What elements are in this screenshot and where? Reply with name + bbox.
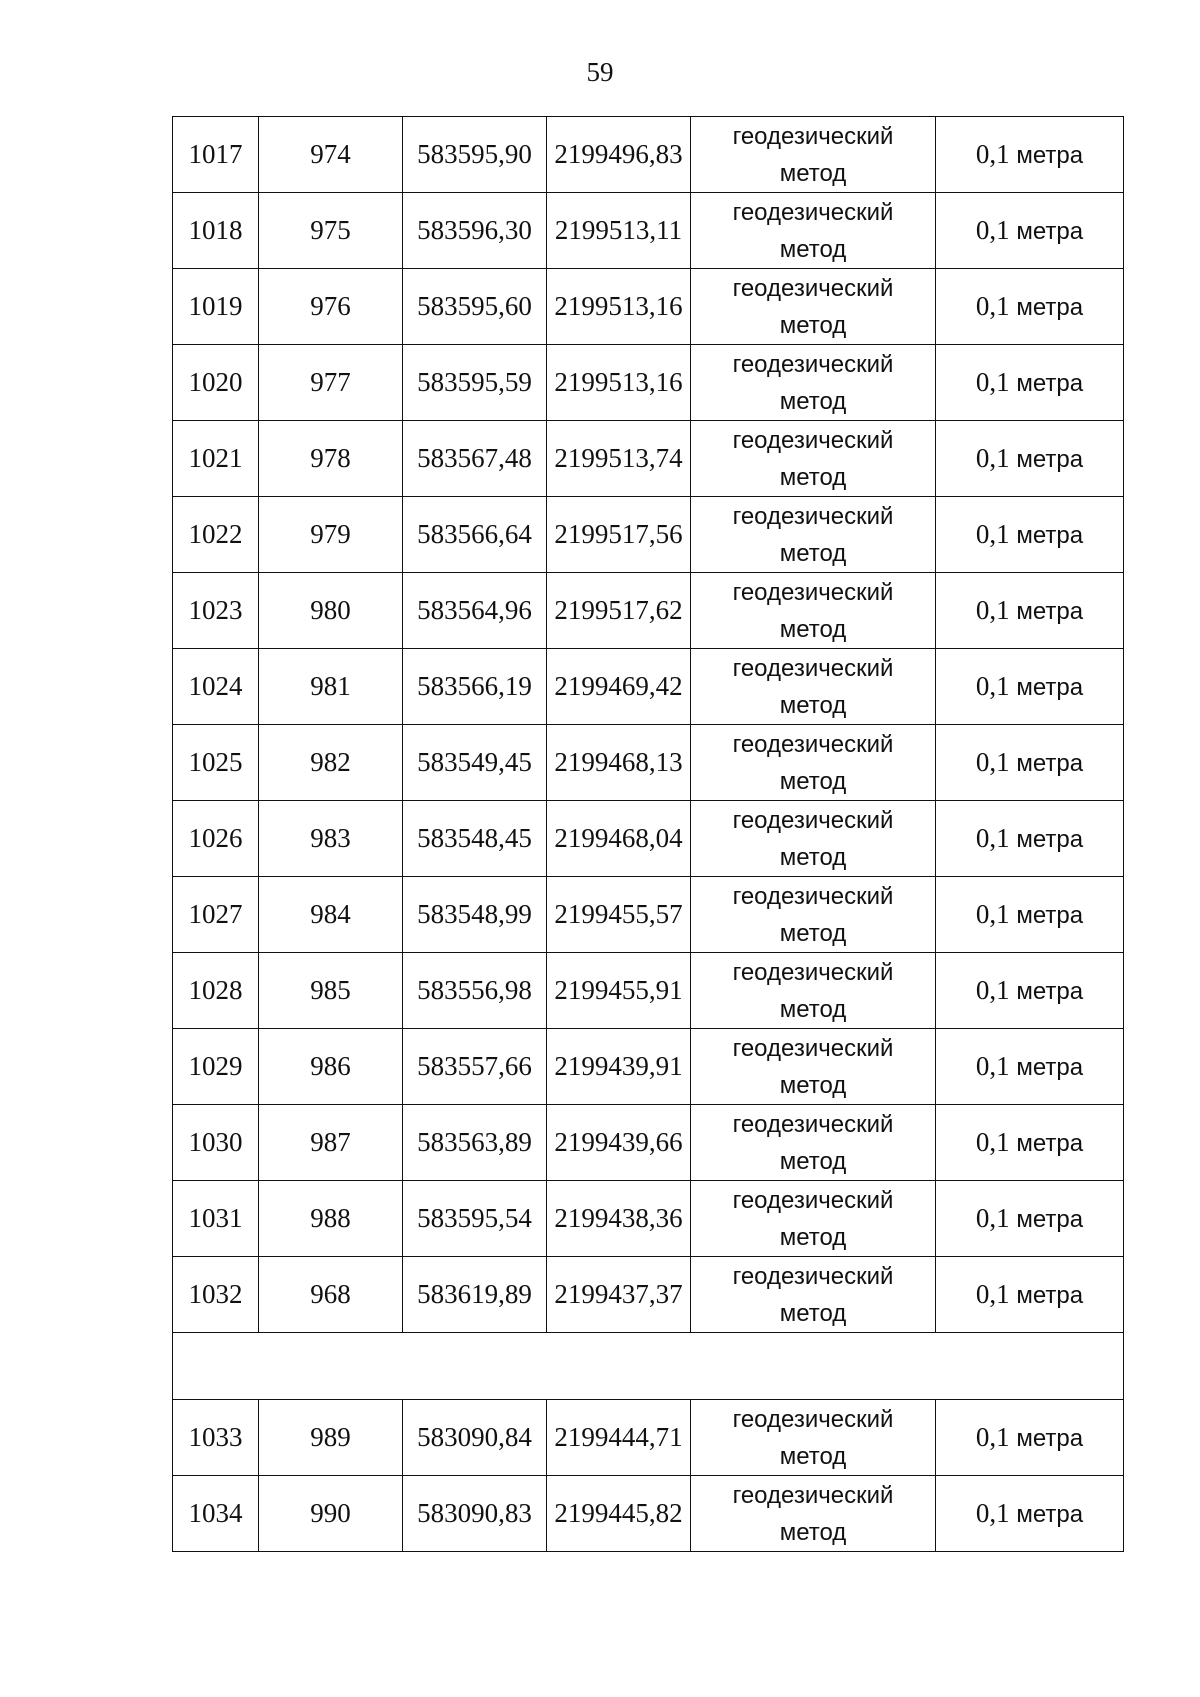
y-coordinate-cell: 2199513,16 — [547, 345, 691, 421]
table-row — [173, 649, 1124, 725]
table-body-part-1 — [173, 117, 1124, 1333]
method-line-1: геодезический — [732, 274, 894, 302]
precision-unit: метра — [1016, 293, 1084, 321]
method-line-2: метод — [779, 1223, 847, 1251]
y-coordinate-cell: 2199517,56 — [547, 497, 691, 573]
row-number-cell: 1034 — [173, 1476, 259, 1552]
method-line-1: геодезический — [732, 122, 894, 150]
point-number-cell: 974 — [259, 117, 403, 193]
precision-cell — [936, 877, 1124, 953]
row-number-cell: 1024 — [173, 649, 259, 725]
y-coordinate-cell: 2199445,82 — [547, 1476, 691, 1552]
method-line-1: геодезический — [732, 426, 894, 454]
x-coordinate-cell: 583595,54 — [403, 1181, 547, 1257]
x-coordinate-cell: 583619,89 — [403, 1257, 547, 1333]
method-line-2: метод — [779, 387, 847, 415]
table-row — [173, 1400, 1124, 1476]
precision-value: 0,1 — [975, 1421, 1010, 1452]
method-cell — [691, 953, 936, 1029]
point-number-cell: 977 — [259, 345, 403, 421]
precision-unit: метра — [1016, 901, 1084, 929]
precision-cell — [936, 649, 1124, 725]
empty-cell — [173, 1333, 1124, 1400]
precision-unit: метра — [1016, 1205, 1084, 1233]
method-line-2: метод — [779, 691, 847, 719]
precision-cell — [936, 193, 1124, 269]
table-row — [173, 193, 1124, 269]
method-cell — [691, 1105, 936, 1181]
table-row — [173, 421, 1124, 497]
precision-value: 0,1 — [975, 1497, 1010, 1528]
point-number-cell: 983 — [259, 801, 403, 877]
x-coordinate-cell: 583090,84 — [403, 1400, 547, 1476]
method-line-1: геодезический — [732, 730, 894, 758]
method-line-1: геодезический — [732, 1110, 894, 1138]
method-line-1: геодезический — [732, 350, 894, 378]
precision-unit: метра — [1016, 369, 1084, 397]
method-line-2: метод — [779, 995, 847, 1023]
y-coordinate-cell: 2199496,83 — [547, 117, 691, 193]
method-line-2: метод — [779, 1518, 847, 1546]
precision-unit: метра — [1016, 521, 1084, 549]
table-row — [173, 725, 1124, 801]
method-line-2: метод — [779, 1147, 847, 1175]
x-coordinate-cell: 583596,30 — [403, 193, 547, 269]
precision-unit: метра — [1016, 217, 1084, 245]
precision-value: 0,1 — [975, 442, 1010, 473]
row-number-cell: 1033 — [173, 1400, 259, 1476]
method-line-2: метод — [779, 235, 847, 263]
x-coordinate-cell: 583563,89 — [403, 1105, 547, 1181]
y-coordinate-cell: 2199444,71 — [547, 1400, 691, 1476]
method-line-1: геодезический — [732, 578, 894, 606]
y-coordinate-cell: 2199439,66 — [547, 1105, 691, 1181]
precision-value: 0,1 — [975, 1278, 1010, 1309]
method-line-2: метод — [779, 311, 847, 339]
page-number: 59 — [586, 57, 614, 87]
y-coordinate-cell: 2199468,04 — [547, 801, 691, 877]
row-number-cell: 1019 — [173, 269, 259, 345]
row-number-cell: 1026 — [173, 801, 259, 877]
precision-unit: метра — [1016, 1424, 1084, 1452]
row-number-cell: 1021 — [173, 421, 259, 497]
precision-cell — [936, 1257, 1124, 1333]
y-coordinate-cell: 2199513,74 — [547, 421, 691, 497]
precision-value: 0,1 — [975, 670, 1010, 701]
x-coordinate-cell: 583595,90 — [403, 117, 547, 193]
method-line-1: геодезический — [732, 1405, 894, 1433]
precision-cell — [936, 1105, 1124, 1181]
precision-cell — [936, 269, 1124, 345]
precision-cell — [936, 345, 1124, 421]
precision-cell — [936, 497, 1124, 573]
y-coordinate-cell: 2199438,36 — [547, 1181, 691, 1257]
x-coordinate-cell: 583567,48 — [403, 421, 547, 497]
method-line-2: метод — [779, 919, 847, 947]
row-number-cell: 1020 — [173, 345, 259, 421]
point-number-cell: 975 — [259, 193, 403, 269]
precision-value: 0,1 — [975, 594, 1010, 625]
table-row — [173, 1029, 1124, 1105]
method-cell — [691, 1257, 936, 1333]
method-line-2: метод — [779, 1299, 847, 1327]
table-row — [173, 497, 1124, 573]
table-row — [173, 1181, 1124, 1257]
table-row — [173, 573, 1124, 649]
precision-cell — [936, 573, 1124, 649]
precision-cell — [936, 1181, 1124, 1257]
method-cell — [691, 117, 936, 193]
table-row — [173, 953, 1124, 1029]
row-number-cell: 1025 — [173, 725, 259, 801]
x-coordinate-cell: 583566,19 — [403, 649, 547, 725]
table-row — [173, 801, 1124, 877]
method-cell — [691, 269, 936, 345]
method-line-2: метод — [779, 463, 847, 491]
method-line-2: метод — [779, 843, 847, 871]
precision-value: 0,1 — [975, 214, 1010, 245]
point-number-cell: 990 — [259, 1476, 403, 1552]
method-line-1: геодезический — [732, 1481, 894, 1509]
x-coordinate-cell: 583557,66 — [403, 1029, 547, 1105]
precision-cell — [936, 801, 1124, 877]
method-cell — [691, 1476, 936, 1552]
row-number-cell: 1023 — [173, 573, 259, 649]
precision-unit: метра — [1016, 1053, 1084, 1081]
precision-value: 0,1 — [975, 1202, 1010, 1233]
x-coordinate-cell: 583548,99 — [403, 877, 547, 953]
precision-cell — [936, 117, 1124, 193]
y-coordinate-cell: 2199517,62 — [547, 573, 691, 649]
method-cell — [691, 345, 936, 421]
row-number-cell: 1022 — [173, 497, 259, 573]
method-cell — [691, 725, 936, 801]
precision-unit: метра — [1016, 445, 1084, 473]
row-number-cell: 1032 — [173, 1257, 259, 1333]
method-line-1: геодезический — [732, 654, 894, 682]
row-number-cell: 1017 — [173, 117, 259, 193]
method-cell — [691, 1400, 936, 1476]
precision-value: 0,1 — [975, 366, 1010, 397]
y-coordinate-cell: 2199455,91 — [547, 953, 691, 1029]
point-number-cell: 981 — [259, 649, 403, 725]
x-coordinate-cell: 583090,83 — [403, 1476, 547, 1552]
table-row — [173, 345, 1124, 421]
method-line-1: геодезический — [732, 958, 894, 986]
precision-unit: метра — [1016, 749, 1084, 777]
y-coordinate-cell: 2199513,16 — [547, 269, 691, 345]
method-line-2: метод — [779, 615, 847, 643]
row-number-cell: 1029 — [173, 1029, 259, 1105]
method-line-1: геодезический — [732, 198, 894, 226]
method-line-1: геодезический — [732, 502, 894, 530]
table-row — [173, 877, 1124, 953]
point-number-cell: 978 — [259, 421, 403, 497]
point-number-cell: 968 — [259, 1257, 403, 1333]
precision-value: 0,1 — [975, 518, 1010, 549]
table-row — [173, 269, 1124, 345]
precision-value: 0,1 — [975, 1126, 1010, 1157]
x-coordinate-cell: 583595,59 — [403, 345, 547, 421]
method-cell — [691, 1181, 936, 1257]
point-number-cell: 988 — [259, 1181, 403, 1257]
method-cell — [691, 877, 936, 953]
table-row — [173, 1257, 1124, 1333]
precision-cell — [936, 1400, 1124, 1476]
y-coordinate-cell: 2199468,13 — [547, 725, 691, 801]
method-line-1: геодезический — [732, 1034, 894, 1062]
method-cell — [691, 421, 936, 497]
y-coordinate-cell: 2199469,42 — [547, 649, 691, 725]
point-number-cell: 985 — [259, 953, 403, 1029]
empty-separator-row — [173, 1333, 1124, 1400]
y-coordinate-cell: 2199455,57 — [547, 877, 691, 953]
point-number-cell: 986 — [259, 1029, 403, 1105]
precision-cell — [936, 1029, 1124, 1105]
table-body-part-2 — [173, 1400, 1124, 1552]
precision-unit: метра — [1016, 1281, 1084, 1309]
precision-value: 0,1 — [975, 138, 1010, 169]
precision-unit: метра — [1016, 673, 1084, 701]
precision-cell — [936, 953, 1124, 1029]
x-coordinate-cell: 583548,45 — [403, 801, 547, 877]
method-cell — [691, 193, 936, 269]
precision-value: 0,1 — [975, 1050, 1010, 1081]
x-coordinate-cell: 583566,64 — [403, 497, 547, 573]
method-line-1: геодезический — [732, 806, 894, 834]
point-number-cell: 976 — [259, 269, 403, 345]
precision-unit: метра — [1016, 597, 1084, 625]
precision-value: 0,1 — [975, 290, 1010, 321]
precision-unit: метра — [1016, 977, 1084, 1005]
coordinates-table — [172, 116, 1124, 1552]
row-number-cell: 1031 — [173, 1181, 259, 1257]
precision-value: 0,1 — [975, 746, 1010, 777]
precision-unit: метра — [1016, 825, 1084, 853]
point-number-cell: 979 — [259, 497, 403, 573]
method-line-1: геодезический — [732, 1262, 894, 1290]
x-coordinate-cell: 583564,96 — [403, 573, 547, 649]
y-coordinate-cell: 2199439,91 — [547, 1029, 691, 1105]
precision-value: 0,1 — [975, 822, 1010, 853]
table-row — [173, 117, 1124, 193]
precision-cell — [936, 421, 1124, 497]
method-cell — [691, 649, 936, 725]
precision-unit: метра — [1016, 1500, 1084, 1528]
method-line-2: метод — [779, 767, 847, 795]
precision-value: 0,1 — [975, 974, 1010, 1005]
row-number-cell: 1018 — [173, 193, 259, 269]
method-line-2: метод — [779, 539, 847, 567]
precision-value: 0,1 — [975, 898, 1010, 929]
method-cell — [691, 801, 936, 877]
x-coordinate-cell: 583556,98 — [403, 953, 547, 1029]
precision-unit: метра — [1016, 1129, 1084, 1157]
row-number-cell: 1028 — [173, 953, 259, 1029]
row-number-cell: 1030 — [173, 1105, 259, 1181]
x-coordinate-cell: 583595,60 — [403, 269, 547, 345]
method-line-1: геодезический — [732, 1186, 894, 1214]
point-number-cell: 987 — [259, 1105, 403, 1181]
precision-cell — [936, 725, 1124, 801]
method-cell — [691, 573, 936, 649]
precision-cell — [936, 1476, 1124, 1552]
method-line-2: метод — [779, 1442, 847, 1470]
point-number-cell: 980 — [259, 573, 403, 649]
method-line-1: геодезический — [732, 882, 894, 910]
table-separator — [173, 1333, 1124, 1400]
point-number-cell: 982 — [259, 725, 403, 801]
method-line-2: метод — [779, 1071, 847, 1099]
table-row — [173, 1105, 1124, 1181]
x-coordinate-cell: 583549,45 — [403, 725, 547, 801]
row-number-cell: 1027 — [173, 877, 259, 953]
method-cell — [691, 497, 936, 573]
point-number-cell: 989 — [259, 1400, 403, 1476]
method-line-2: метод — [779, 159, 847, 187]
method-cell — [691, 1029, 936, 1105]
y-coordinate-cell: 2199437,37 — [547, 1257, 691, 1333]
y-coordinate-cell: 2199513,11 — [547, 193, 691, 269]
table-row — [173, 1476, 1124, 1552]
point-number-cell: 984 — [259, 877, 403, 953]
precision-unit: метра — [1016, 141, 1084, 169]
